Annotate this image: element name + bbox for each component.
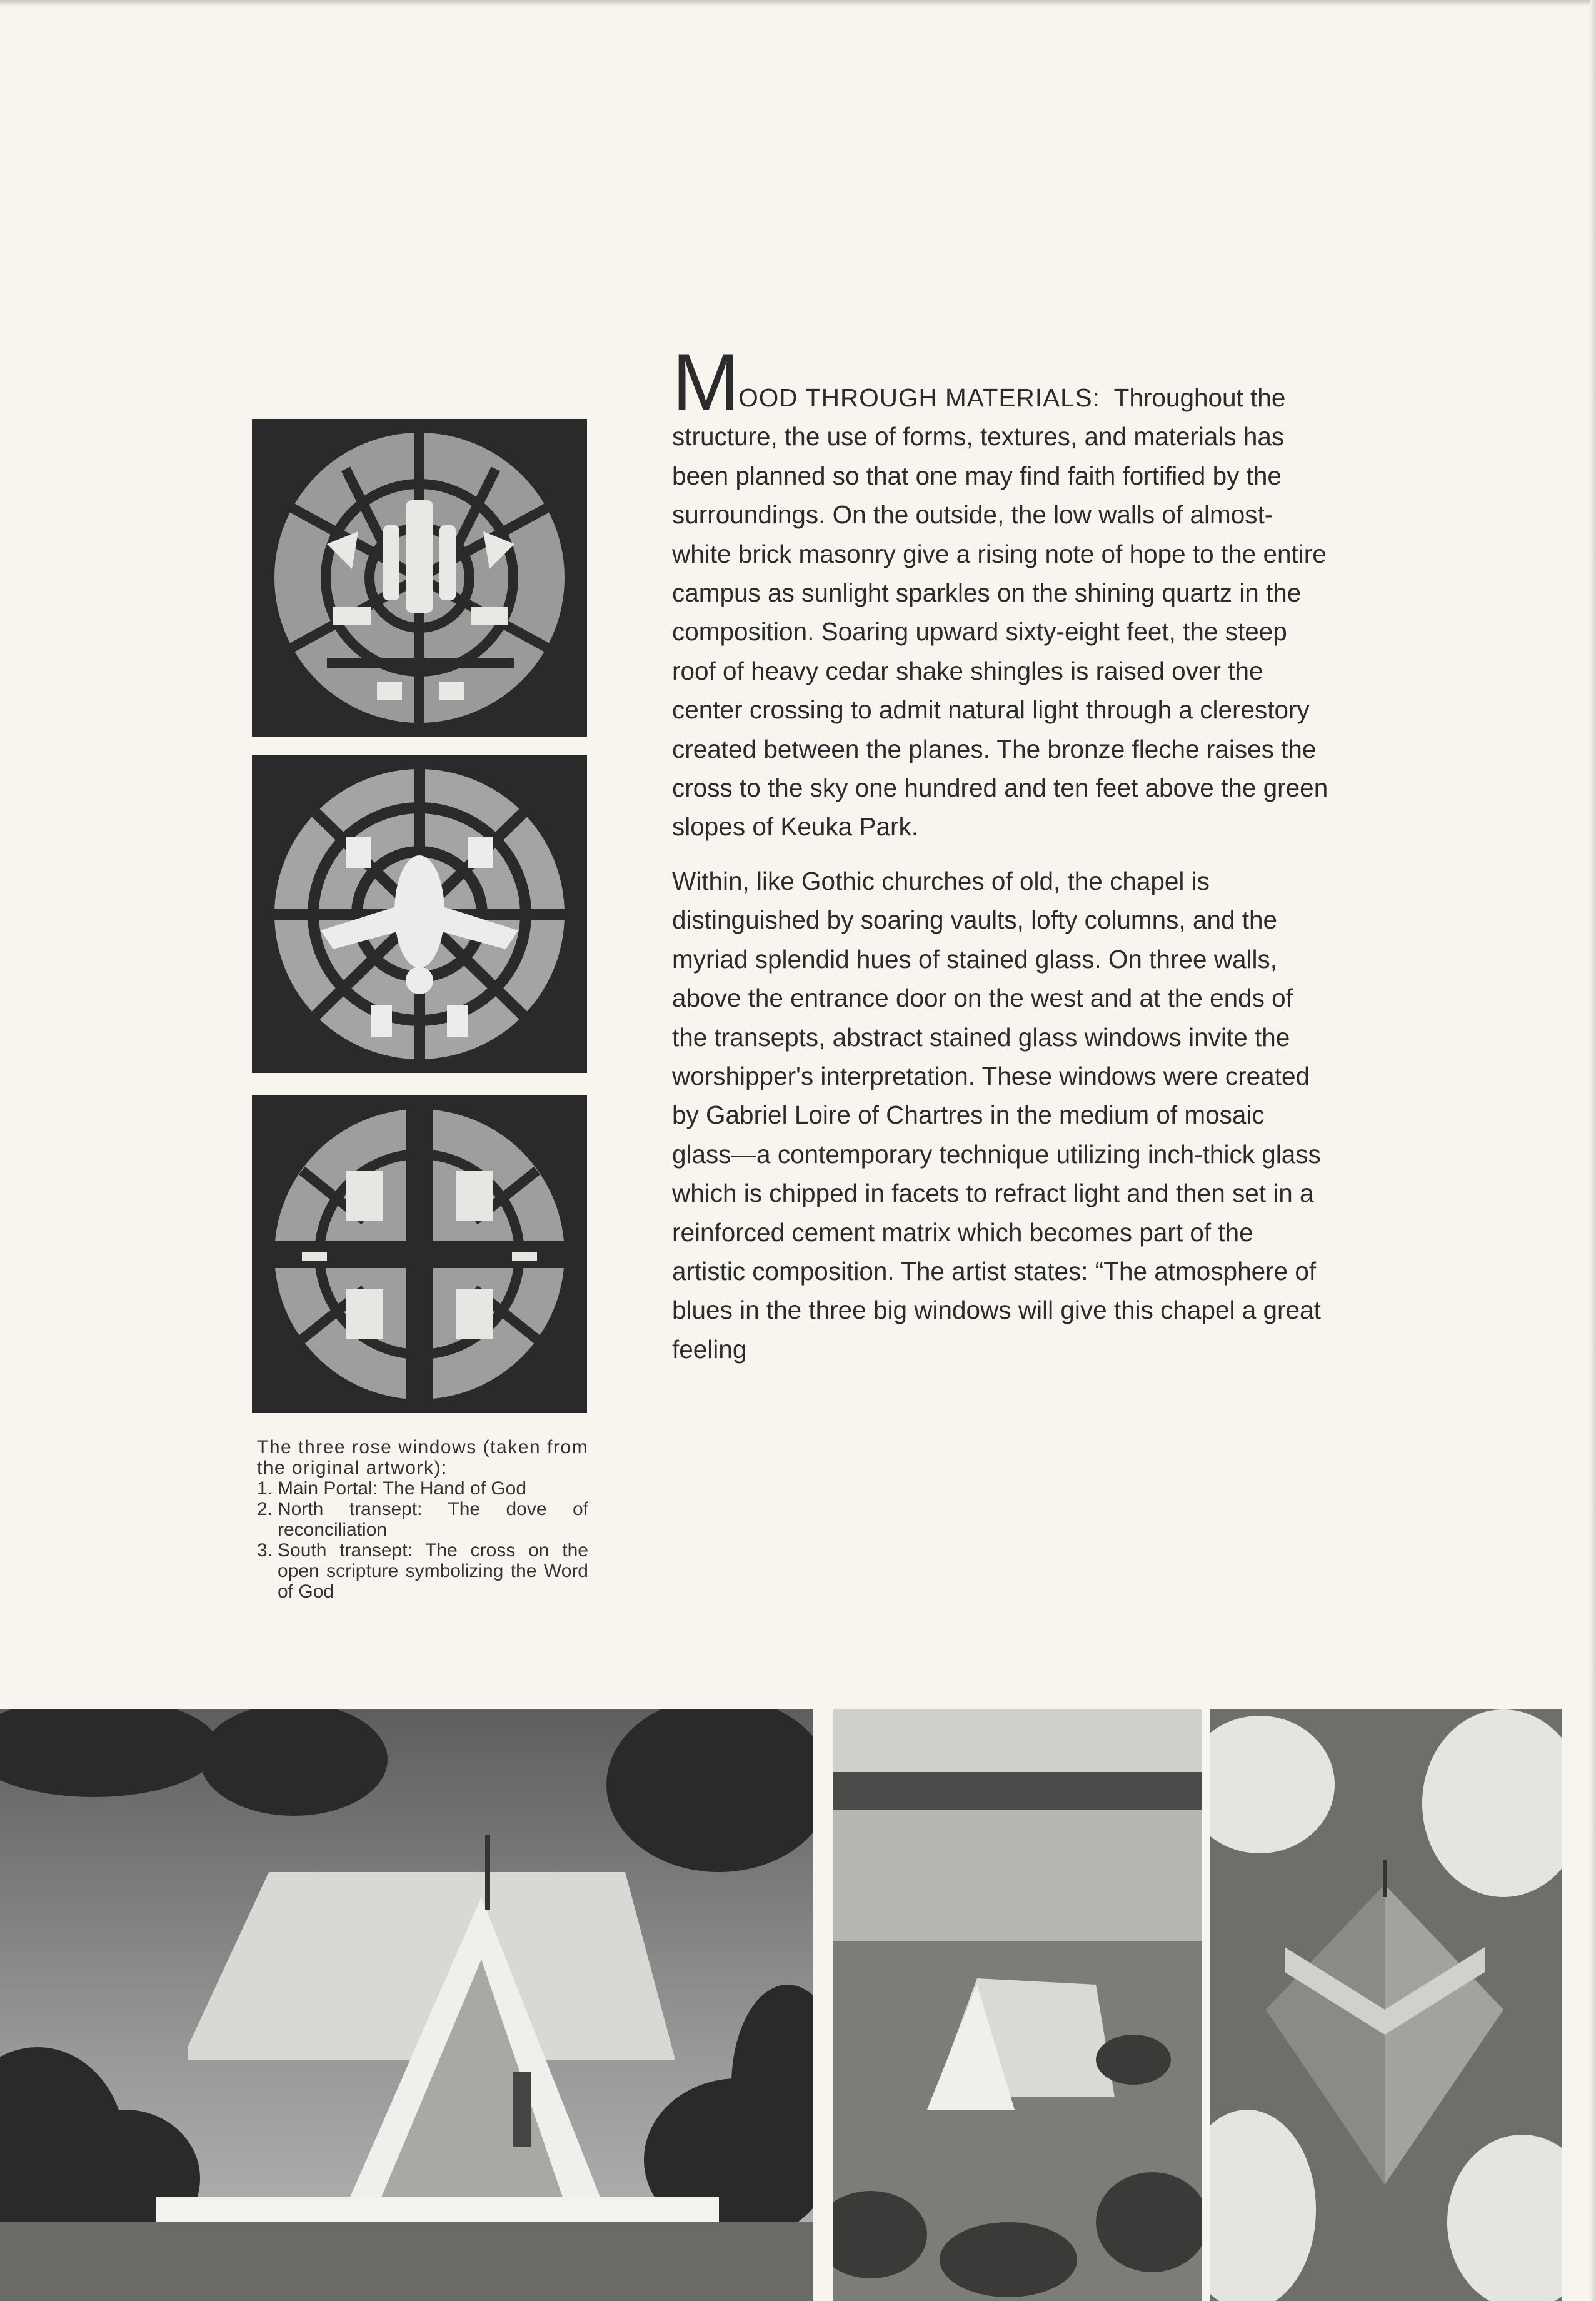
page-right-edge [1590, 0, 1596, 2301]
caption-item [257, 1478, 588, 1499]
rose-window-cross [252, 1095, 587, 1413]
page-top-edge [0, 0, 1596, 6]
caption-item-number: 1. [257, 1478, 273, 1499]
drop-cap: M [672, 336, 738, 428]
article-heading: OOD THROUGH MATERIALS: [738, 383, 1100, 412]
caption-item-number: 3. [257, 1540, 273, 1561]
rose-window-dove [252, 755, 587, 1073]
photo-chapel-front [0, 1709, 813, 2301]
rose-window-hand-of-god-art [252, 419, 587, 737]
caption-item-number: 2. [257, 1499, 273, 1519]
caption-item-text: North transept: The dove of reconciliation [278, 1499, 588, 1540]
caption-intro: The three rose windows (taken from the original artwork): [257, 1437, 588, 1478]
article-paragraph-2: Within, like Gothic churches of old, the chapel is distinguished by soaring vaults, lofty columns, and the myriad splendid hues of stained glass. On three walls, above the entrance door on the west and at the ends of the transepts, abstract stained glass windows invite the worshipper's interpretation. These windows were created by Gabriel Loire of Chartres in the medium of mosaic glass—a contemporary technique utilizing inch-thick glass which is chipped in facets to refract light and then set in a reinforced cement matrix which becomes part of the artistic composition. The artist states: “The atmosphere of blues in the three big windows will give this chapel a great feeling [672, 866, 1321, 1364]
rose-window-hand-of-god [252, 419, 587, 737]
caption-list [257, 1478, 588, 1602]
photo-chapel-front-art [0, 1709, 813, 2301]
rose-window-cross-art [252, 1095, 587, 1413]
photo-chapel-lake-aerial-art [833, 1709, 1202, 2301]
caption-item [257, 1499, 588, 1540]
photo-chapel-roof-aerial-art [1210, 1709, 1562, 2301]
article-body [672, 336, 1330, 1369]
article-paragraph-1 [672, 336, 1330, 847]
rose-windows-caption [257, 1437, 588, 1602]
paragraph-1-text: Throughout the structure, the use of forms, textures, and materials has been planned so that one may find faith fortified by the surroundings. On the outside, the low walls of almost-white brick masonry give a rising note of hope to the entire campus as sunlight sparkles on the shining quartz in the composition. Soaring upward sixty-eight feet, the steep roof of heavy cedar shake shingles is raised over the center crossing to admit natural light through a clerestory created between the planes. The bronze fleche raises the cross to the sky one hundred and ten feet above the green slopes of Keuka Park. [672, 383, 1328, 842]
caption-item-text: Main Portal: The Hand of God [278, 1478, 526, 1499]
rose-window-dove-art [252, 755, 587, 1073]
caption-item [257, 1540, 588, 1602]
photo-chapel-roof-aerial [1210, 1709, 1562, 2301]
caption-item-text: South transept: The cross on the open scripture symbolizing the Word of God [278, 1540, 588, 1602]
photo-chapel-lake-aerial [833, 1709, 1202, 2301]
